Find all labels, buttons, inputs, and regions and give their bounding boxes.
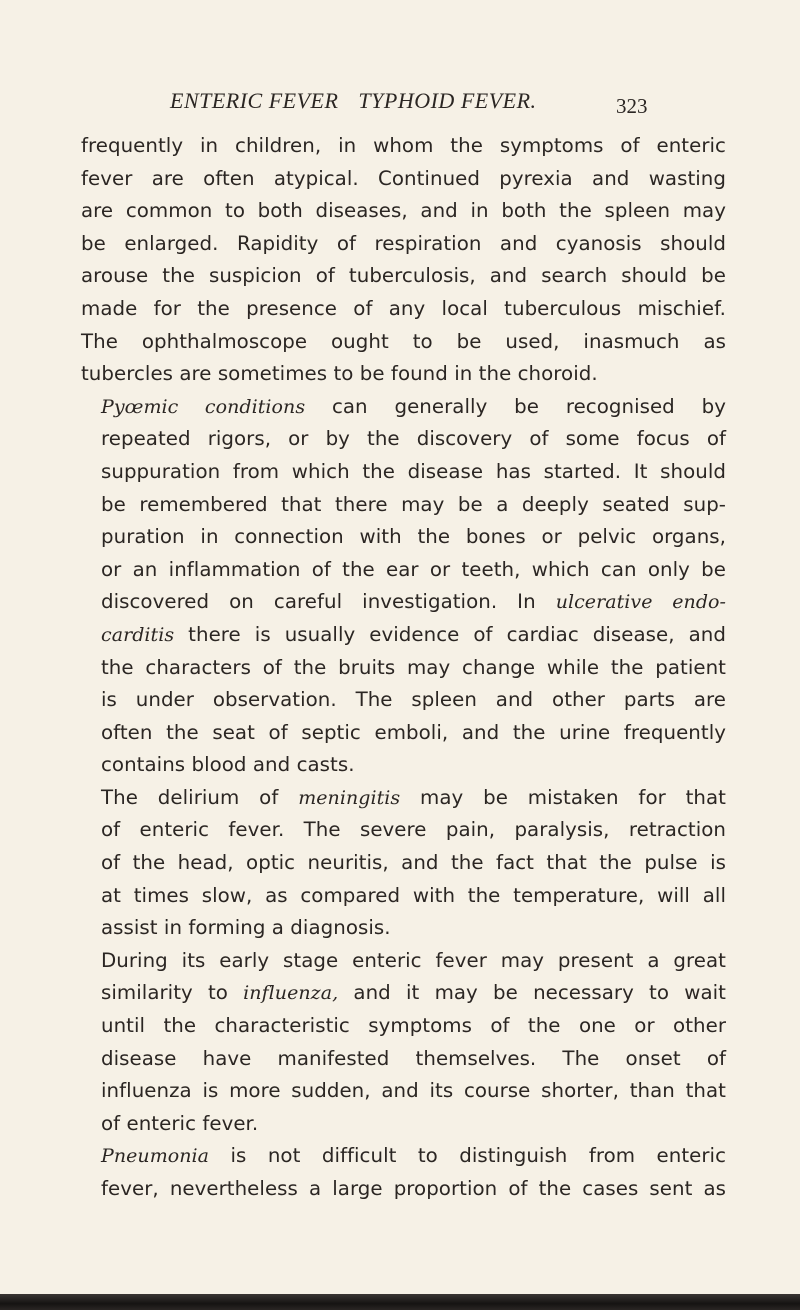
body-text xyxy=(81,130,726,1206)
text-run: The delirium of xyxy=(101,785,299,809)
text-run: similarity to xyxy=(101,981,244,1005)
text-line: arouse the suspicion of tuberculosis, and search should be xyxy=(81,264,726,288)
text-line: During its early stage enteric fever may present a great xyxy=(101,948,726,972)
text-line: contains blood and casts. xyxy=(101,753,355,777)
text-line: fever are often atypical. Continued pyrexia and wasting xyxy=(81,166,726,190)
text-line: assist in forming a diagnosis. xyxy=(101,916,391,940)
running-title-right: TYPHOID FEVER. xyxy=(358,88,537,113)
text-line: The ophthalmoscope ought to be used, inasmuch as xyxy=(81,329,726,353)
text-line: puration in connection with the bones or pelvic organs, xyxy=(101,525,726,549)
text-line: repeated rigors, or by the discovery of some focus of xyxy=(101,427,726,451)
text-line: disease have manifested themselves. The onset of xyxy=(101,1046,726,1070)
italic-term: carditis xyxy=(101,623,175,646)
text-line: be remembered that there may be a deeply seated sup- xyxy=(101,492,726,516)
text-run: there is usually evidence of cardiac disease, and xyxy=(174,622,726,646)
text-line xyxy=(81,619,726,652)
paragraph-4 xyxy=(81,945,726,1141)
text-run: discovered on careful investigation. In xyxy=(101,590,556,614)
text-line: fever, nevertheless a large proportion of the cases sent as xyxy=(101,1177,726,1200)
italic-term: meningitis xyxy=(298,786,401,809)
italic-term: Pyœmic conditions xyxy=(101,395,306,418)
paragraph-1 xyxy=(81,130,726,391)
italic-term: ulcerative endo- xyxy=(555,591,727,614)
text-line: is under observation. The spleen and other parts are xyxy=(101,688,726,712)
text-run: can generally be recognised by xyxy=(305,394,726,418)
text-line: at times slow, as compared with the temperature, will all xyxy=(101,883,726,907)
italic-term: influenza, xyxy=(243,982,339,1005)
text-line: often the seat of septic emboli, and the urine frequently xyxy=(101,720,726,744)
text-run: and it may be necessary to wait xyxy=(338,981,726,1005)
text-line: until the characteristic symptoms of the one or other xyxy=(101,1014,726,1038)
running-head xyxy=(170,88,650,114)
paragraph-3 xyxy=(81,782,726,945)
text-line: of enteric fever. The severe pain, paralysis, retraction xyxy=(101,818,726,842)
text-line: the characters of the bruits may change while the patient xyxy=(101,655,726,679)
text-line xyxy=(81,1140,726,1173)
text-line: suppuration from which the disease has started. It should xyxy=(101,459,726,483)
italic-term: Pneumonia xyxy=(101,1145,210,1168)
paragraph-5 xyxy=(81,1140,726,1205)
text-line: tubercles are sometimes to be found in the choroid. xyxy=(81,362,598,386)
text-line: frequently in children, in whom the symptoms of enteric xyxy=(81,134,726,157)
text-line xyxy=(81,782,726,815)
text-line: or an inflammation of the ear or teeth, which can only be xyxy=(101,557,726,581)
text-line: of enteric fever. xyxy=(101,1111,259,1135)
text-line: influenza is more sudden, and its course shorter, than that xyxy=(101,1079,726,1103)
text-line xyxy=(81,391,726,424)
paragraph-2 xyxy=(81,391,726,782)
text-run: may be mistaken for that xyxy=(400,785,726,809)
running-title-left: ENTERIC FEVER xyxy=(170,88,339,113)
text-line: are common to both diseases, and in both the spleen may xyxy=(81,199,726,223)
text-line xyxy=(81,586,726,619)
page-number: 323 xyxy=(616,94,648,118)
scan-edge-strip xyxy=(0,1294,800,1310)
text-line: be enlarged. Rapidity of respiration and cyanosis should xyxy=(81,231,726,255)
text-line xyxy=(81,977,726,1010)
text-run: is not difficult to distinguish from enteric xyxy=(209,1144,726,1168)
text-line: made for the presence of any local tuberculous mischief. xyxy=(81,296,726,320)
text-line: of the head, optic neuritis, and the fact that the pulse is xyxy=(101,851,726,875)
